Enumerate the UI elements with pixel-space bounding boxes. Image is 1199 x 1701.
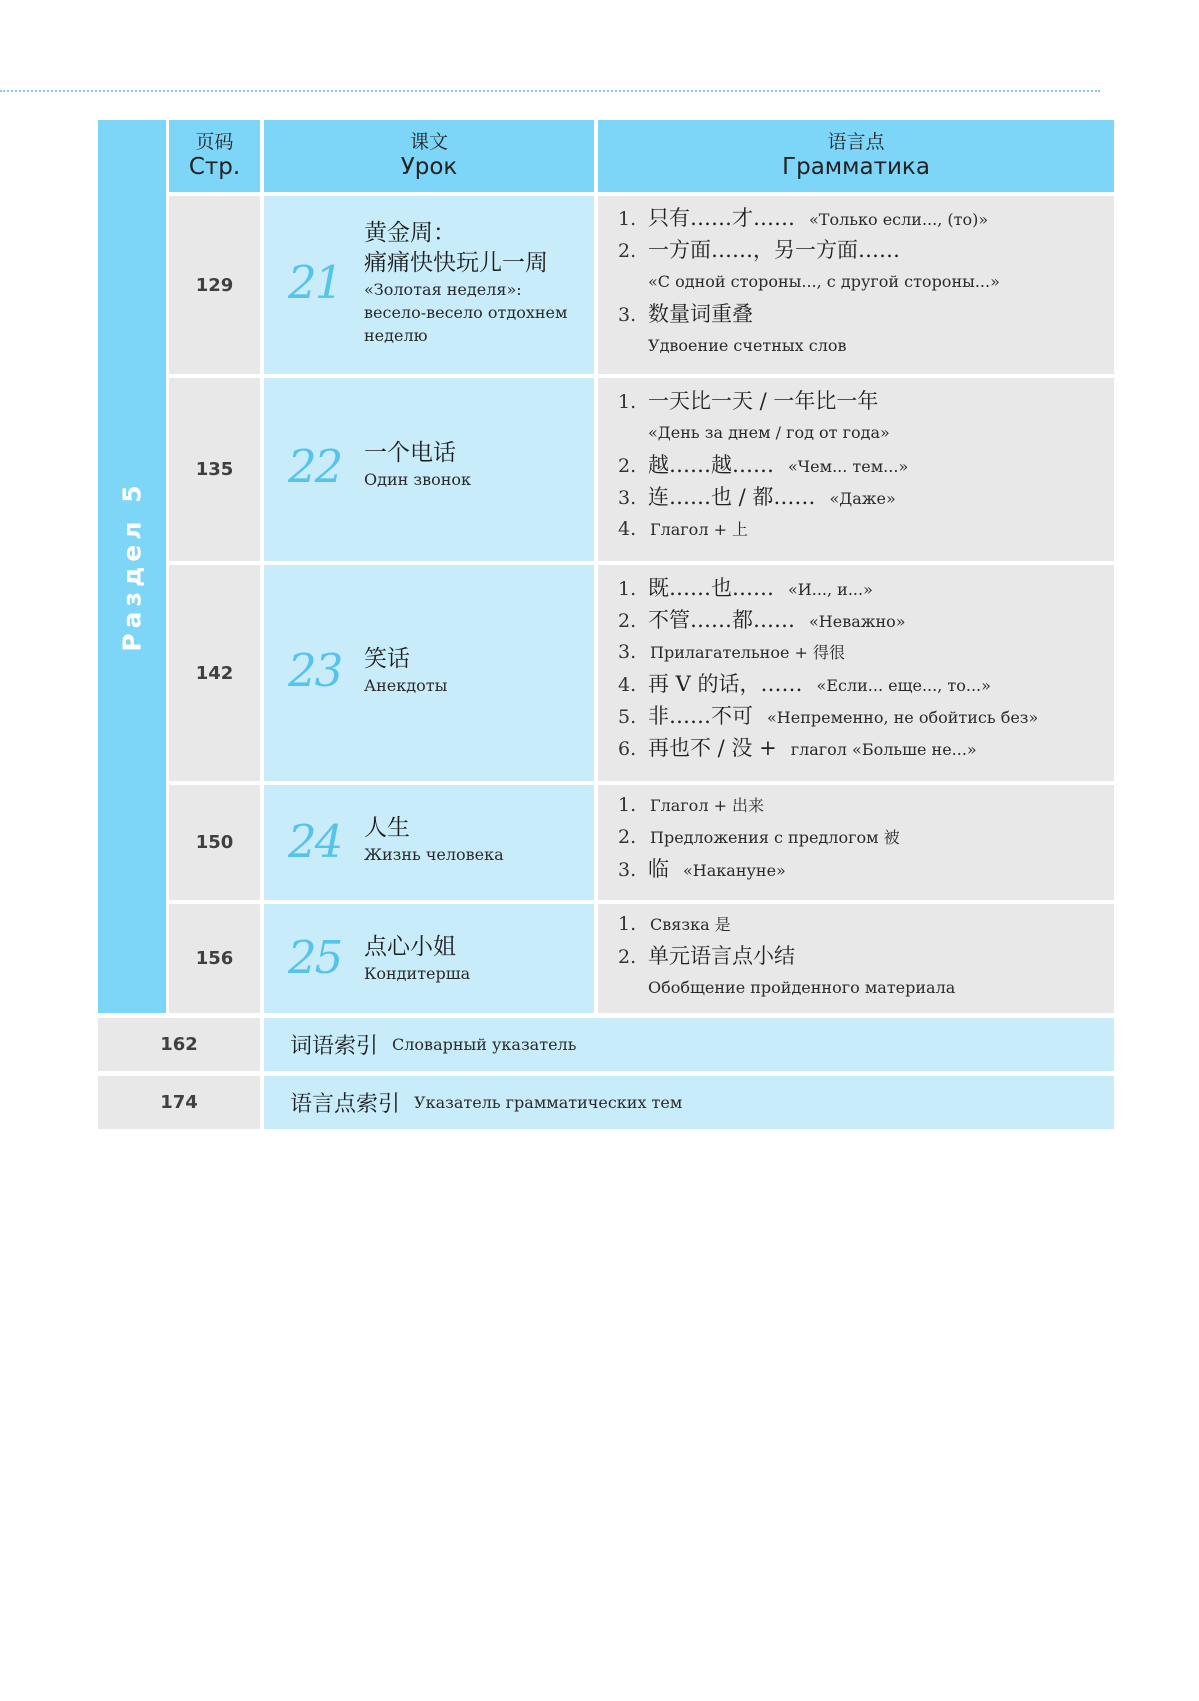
- grammar-item: [618, 234, 1106, 266]
- grammar-item-number: 2.: [618, 826, 637, 848]
- index-title-zh: 词语索引: [290, 1034, 379, 1059]
- lesson-page-cell: [169, 196, 260, 374]
- index-row: [264, 1018, 1114, 1071]
- lesson-cell: [264, 196, 594, 374]
- index-page-number: 174: [160, 1092, 198, 1113]
- grammar-item: [618, 513, 1106, 545]
- grammar-gloss: Обобщение пройденного материала: [648, 978, 956, 997]
- lesson-page-cell: [169, 565, 260, 781]
- grammar-item-ru: «Чем... тем...»: [788, 457, 909, 476]
- grammar-item: [618, 449, 1106, 481]
- grammar-item-number: 3.: [618, 304, 637, 326]
- grammar-item: [618, 821, 1106, 853]
- lesson-page-number: 129: [195, 274, 234, 296]
- lesson-text: [364, 644, 586, 697]
- grammar-item-ru: «И..., и...»: [788, 580, 873, 599]
- grammar-item-ru: Глагол + 上: [650, 520, 749, 539]
- grammar-gloss: «День за днем / год от года»: [648, 423, 890, 442]
- index-page: [98, 1018, 260, 1071]
- lesson-title: 点心小姐: [364, 934, 456, 960]
- grammar-item-number: 3.: [618, 641, 637, 663]
- grammar-item-number: 6.: [618, 738, 637, 760]
- grammar-item-zh: 单元语言点小结: [648, 944, 795, 968]
- lesson-number: 21: [288, 256, 342, 309]
- lesson-page-cell: [169, 378, 260, 561]
- grammar-item-number: 4.: [618, 518, 637, 540]
- grammar-item-zh: 越……越……: [648, 453, 774, 477]
- grammar-item-zh: 一方面……，另一方面……: [648, 238, 900, 262]
- lesson-page-cell: [169, 904, 260, 1013]
- grammar-item-number: 1.: [618, 208, 637, 230]
- grammar-item: [618, 604, 1106, 636]
- grammar-item-zh: 临: [648, 857, 669, 881]
- dotted-rule: [0, 90, 1100, 92]
- grammar-list: [618, 789, 1106, 885]
- grammar-item-number: 2.: [618, 610, 637, 632]
- lesson-number: 25: [288, 931, 342, 984]
- grammar-list: [618, 202, 1106, 362]
- grammar-item-number: 1.: [618, 578, 637, 600]
- lesson-page-number: 135: [195, 459, 234, 480]
- grammar-gloss: Удвоение счетных слов: [648, 336, 847, 355]
- lesson-number: 22: [288, 440, 342, 493]
- grammar-item-number: 1.: [618, 913, 637, 935]
- grammar-list: [618, 908, 1106, 1004]
- lesson-number: 24: [288, 815, 342, 868]
- header-page: [169, 120, 260, 192]
- grammar-item-ru: «Непременно, не обойтись без»: [767, 708, 1039, 727]
- grammar-cell: [598, 785, 1114, 900]
- lesson-title: 一个电话: [364, 440, 456, 466]
- grammar-item-number: 2.: [618, 455, 637, 477]
- grammar-item: [618, 940, 1106, 972]
- grammar-item: [618, 298, 1106, 330]
- header-page-zh: 页码: [195, 131, 234, 153]
- grammar-item-number: 2.: [618, 240, 637, 262]
- lesson-title: 笑话: [364, 646, 410, 672]
- lesson-subtitle: весело-весело отдохнем: [364, 303, 568, 322]
- grammar-item-ru: «Только если..., (то)»: [809, 210, 989, 229]
- grammar-item-number: 3.: [618, 859, 637, 881]
- grammar-list: [618, 385, 1106, 545]
- grammar-cell: [598, 378, 1114, 561]
- lesson-title: 痛痛快快玩儿一周: [364, 250, 548, 276]
- header-lesson: [264, 120, 594, 192]
- lesson-subtitle: «Золотая неделя»:: [364, 280, 522, 299]
- grammar-item: [618, 668, 1106, 700]
- lesson-cell: [264, 785, 594, 900]
- grammar-item-ru: глагол «Больше не...»: [790, 740, 977, 759]
- header-grammar-ru: Грамматика: [782, 154, 930, 180]
- grammar-item-zh: 不管……都……: [648, 608, 795, 632]
- grammar-item: [618, 481, 1106, 513]
- index-page: [98, 1076, 260, 1129]
- lesson-subtitle: Один звонок: [364, 470, 472, 489]
- grammar-cell: [598, 196, 1114, 374]
- index-page-number: 162: [160, 1034, 198, 1055]
- grammar-item-zh: 数量词重叠: [648, 302, 753, 326]
- grammar-item: [618, 853, 1106, 885]
- grammar-cell: [598, 904, 1114, 1013]
- header-lesson-zh: 课文: [409, 131, 448, 153]
- header-grammar: [598, 120, 1114, 192]
- grammar-item: [618, 908, 1106, 940]
- grammar-item: [618, 636, 1106, 668]
- grammar-item-ru: «Неважно»: [809, 612, 906, 631]
- grammar-item-ru: «Даже»: [829, 489, 896, 508]
- lesson-subtitle: Жизнь человека: [364, 845, 504, 864]
- grammar-item-number: 5.: [618, 706, 637, 728]
- section-label: Раздел 5: [117, 480, 147, 652]
- lesson-title: 人生: [364, 815, 410, 841]
- lesson-text: [364, 218, 586, 347]
- lesson-page-number: 142: [195, 662, 234, 684]
- index-title-ru: Указатель грамматических тем: [414, 1093, 683, 1112]
- lesson-page-number: 150: [195, 832, 234, 853]
- lesson-text: [364, 438, 586, 491]
- grammar-item-zh: 只有……才……: [648, 206, 795, 230]
- grammar-item: [618, 385, 1106, 417]
- grammar-item-ru: Предложения с предлогом 被: [650, 828, 900, 847]
- grammar-item: [618, 202, 1106, 234]
- grammar-item-number: 3.: [618, 487, 637, 509]
- grammar-item-ru: «Накануне»: [683, 861, 786, 880]
- index-title-ru: Словарный указатель: [392, 1035, 577, 1054]
- grammar-item: [618, 732, 1106, 764]
- lesson-cell: [264, 378, 594, 561]
- grammar-item-number: 2.: [618, 946, 637, 968]
- lesson-cell: [264, 904, 594, 1013]
- grammar-item-number: 1.: [618, 794, 637, 816]
- grammar-item-ru: Связка 是: [650, 915, 731, 934]
- grammar-item-zh: 既……也……: [648, 576, 774, 600]
- header-grammar-zh: 语言点: [827, 131, 885, 153]
- grammar-item-zh: 一天比一天 / 一年比一年: [648, 389, 879, 413]
- grammar-item-number: 4.: [618, 674, 637, 696]
- lesson-page-cell: [169, 785, 260, 900]
- grammar-item-zh: 再也不 / 没 +: [648, 736, 777, 760]
- lesson-text: [364, 813, 586, 866]
- lesson-title: 黄金周：: [364, 220, 456, 246]
- grammar-item: [618, 572, 1106, 604]
- grammar-item: [618, 700, 1106, 732]
- grammar-item-zh: 再 V 的话，……: [648, 672, 803, 696]
- index-row: [264, 1076, 1114, 1129]
- grammar-item-ru: «Если... еще..., то...»: [816, 676, 991, 695]
- grammar-gloss: «С одной стороны..., с другой стороны...»: [648, 272, 1000, 291]
- lesson-page-number: 156: [195, 948, 234, 969]
- index-title-zh: 语言点索引: [290, 1092, 401, 1117]
- grammar-list: [618, 572, 1106, 764]
- header-page-ru: Стр.: [188, 154, 241, 180]
- lesson-cell: [264, 565, 594, 781]
- grammar-item-number: 1.: [618, 391, 637, 413]
- lesson-number: 23: [288, 644, 342, 697]
- lesson-text: [364, 932, 586, 985]
- grammar-item: [618, 789, 1106, 821]
- lesson-subtitle: Кондитерша: [364, 964, 471, 983]
- grammar-item-ru: Прилагательное + 得很: [650, 643, 846, 662]
- header-lesson-ru: Урок: [400, 154, 458, 180]
- grammar-cell: [598, 565, 1114, 781]
- grammar-item-zh: 非……不可: [648, 704, 753, 728]
- lesson-subtitle: Анекдоты: [364, 676, 448, 695]
- grammar-item-zh: 连……也 / 都……: [648, 485, 816, 509]
- grammar-item-ru: Глагол + 出来: [650, 796, 765, 815]
- lesson-subtitle: неделю: [364, 326, 428, 345]
